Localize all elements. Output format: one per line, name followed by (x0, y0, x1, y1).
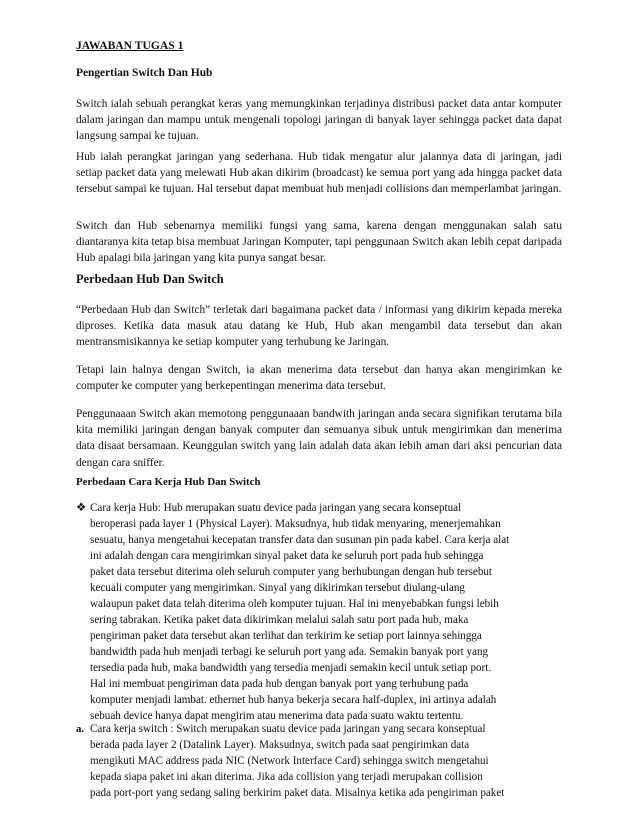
paragraph-switch-definition: Switch ialah sebuah perangkat keras yang memungkinkan terjadinya distribusi packet data antar komputer dalam jaringan dan mampu untuk mengenali topologi jaringan di banyak layer sehingga packet data dapat langsung sampai ke tujuan. (76, 98, 562, 143)
text-line: komputer menjadi lambat. ethernet hub hanya bekerja secara half-duplex, ini artinya adalah (90, 694, 497, 706)
text-line: Hal ini membuat pengiriman data pada hub dengan banyak port yang terhubung pada (90, 678, 469, 690)
paragraph-perbedaan-intro: “Perbedaan Hub dan Switch” terletak dari bagaimana packet data / informasi yang dikirim kepada mereka diproses. Ketika data masuk atau datang ke Hub, Hub akan mengambil data tersebut dan akan mentransmisikannya ke setiap komputer yang terhubung ke Jaringan. (76, 304, 562, 349)
list-item-hub (76, 500, 566, 724)
paragraph-switch-behaviour: Tetapi lain halnya dengan Switch, ia akan menerima data tersebut dan hanya akan mengirimkan ke computer ke computer yang berkepentingan menerima data tersebut. (76, 364, 562, 393)
text-line: Cara kerja Hub: Hub merupakan suatu device pada jaringan yang secara konseptual (90, 502, 462, 514)
text-line: ini adalah dengan cara mengirimkan sinyal paket data ke seluruh port pada hub sehingga (90, 550, 484, 562)
text-line: paket data tersebut diterima oleh seluruh computer yang berhubungan dengan hub tersebut (90, 566, 493, 578)
section-heading-perbedaan: Perbedaan Hub Dan Switch (76, 272, 224, 286)
document-title: JAWABAN TUGAS 1 (76, 39, 184, 52)
text-line: pada port-port yang sedang saling berkirim paket data. Misalnya ketika ada pengiriman paket (90, 787, 505, 799)
list-item-switch-text (90, 721, 566, 801)
paragraph-hub-definition: Hub ialah perangkat jaringan yang sederhana. Hub tidak mengatur alur jalannya data di jaringan, jadi setiap packet data yang melewati Hub akan dikirim (broadcast) ke semua port yang ada hingga packet data tersebut sampai ke tujuan. Hal tersebut dapat membuat hub menjadi collisions dan memperlambat jaringan. (76, 151, 562, 196)
text-line: beroperasi pada layer 1 (Physical Layer). Maksudnya, hub tidak menyaring, menerjemahkan (90, 518, 501, 530)
paragraph-switch-bandwidth: Penggunaaan Switch akan memotong penggunaaan bandwith jaringan anda secara signifikan terutama bila kita memiliki jaringan dengan banyak computer dan semuanya sibuk untuk mengirimkan dan menerima data disaat bersamaan. Keunggulan switch yang lain adalah data akan lebih aman dari aksi pencurian data dengan cara sniffer. (76, 408, 562, 469)
list-marker-a: a. (76, 723, 85, 735)
text-line: pengiriman paket data tersebut akan terlihat dan terkirim ke setiap port lainnya sehingga (90, 630, 482, 642)
text-line: sering tabrakan. Ketika paket data dikirimkan melalui salah satu port pada hub, maka (90, 614, 469, 626)
diamond-bullet-icon: ❖ (76, 502, 87, 514)
text-line: mengikuti MAC address pada NIC (Network Interface Card) sehingga switch mengetahui (90, 755, 489, 767)
text-line: bandwidth pada hub menjadi terbagi ke seluruh port yang ada. Semakin banyak port yang (90, 646, 489, 658)
text-line: kepada siapa paket ini akan diterima. Jika ada collision yang terjadi merupakan collision (90, 771, 483, 783)
text-line: sesuatu, hanya mengetahui kecepatan transfer data dan susunan pin pada kabel. Cara kerja alat (90, 534, 510, 546)
section-heading-cara-kerja: Perbedaan Cara Kerja Hub Dan Switch (76, 476, 261, 488)
list-item-hub-text (90, 500, 566, 724)
text-line: tersedia pada hub, maka bandwidth yang tersedia menjadi semakin kecil untuk setiap port. (90, 662, 492, 674)
text-line: Cara kerja switch : Switch merupakan suatu device pada jaringan yang secara konseptual (90, 723, 486, 735)
text-line: berada pada layer 2 (Datalink Layer). Maksudnya, switch pada saat pengirimkan data (90, 739, 470, 751)
list-item-switch (76, 721, 566, 801)
section-heading-pengertian: Pengertian Switch Dan Hub (76, 67, 213, 79)
text-line: kecuali computer yang mengirimkan. Sinyal yang dikirimkan tersebut diulang-ulang (90, 582, 465, 594)
text-line: sebuah device hanya dapat mengirim atau menerima data pada suatu waktu tertentu. (90, 710, 464, 722)
paragraph-switch-vs-hub: Switch dan Hub sebenarnya memiliki fungsi yang sama, karena dengan menggunakan salah satu diantaranya kita tetap bisa membuat Jaringan Komputer, tapi penggunaan Switch akan lebih cepat daripada Hub apalagi bila jaringan yang kita punya sangat besar. (76, 220, 562, 265)
text-line: walaupun paket data telah diterima oleh komputer tujuan. Hal ini menyebabkan fungsi lebih (90, 598, 499, 610)
